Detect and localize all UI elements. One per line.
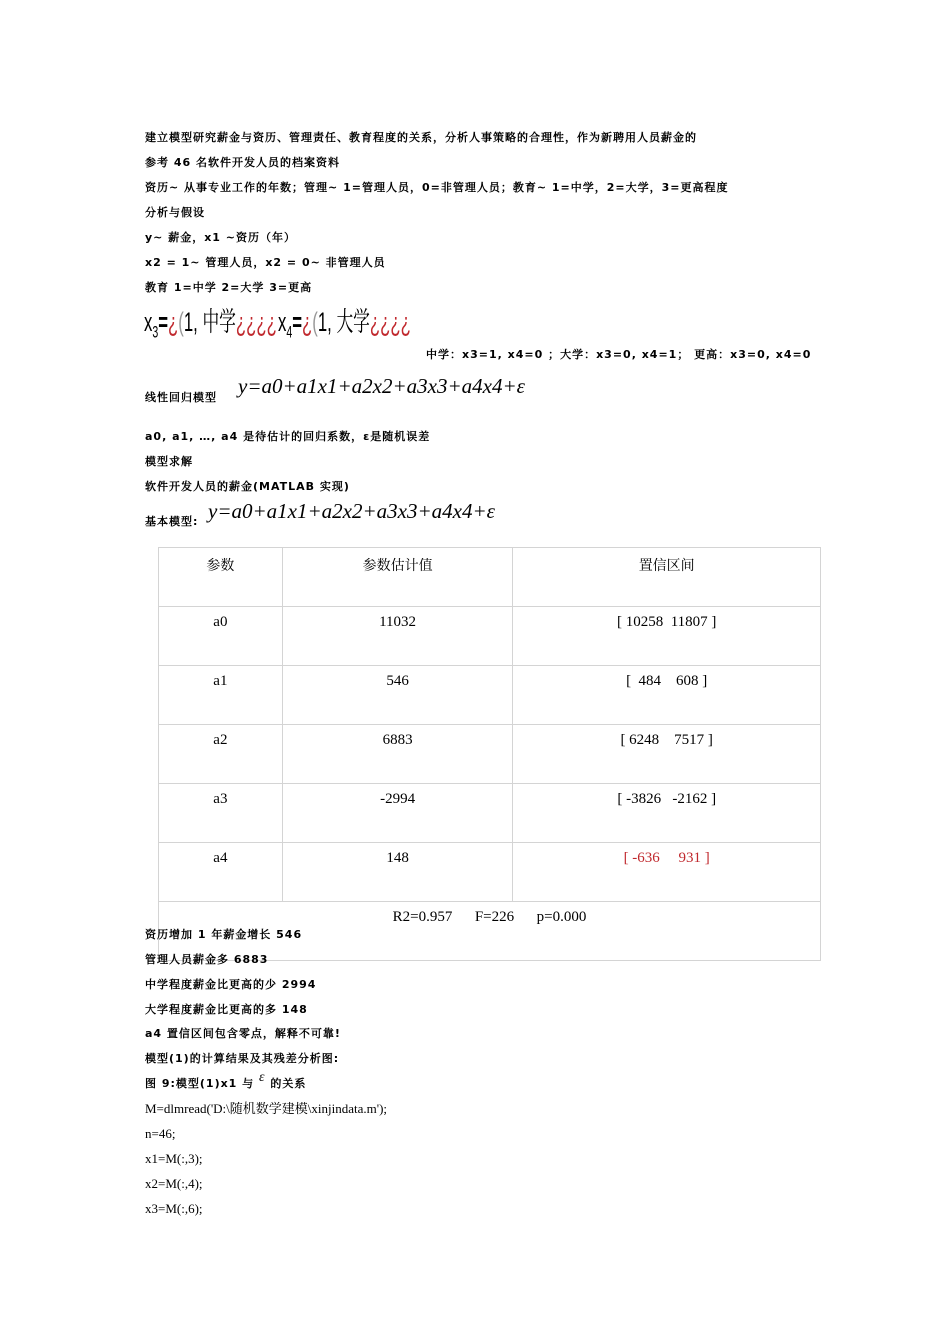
estimate-cell: 11032 xyxy=(282,607,513,666)
table-header-row xyxy=(159,548,821,607)
estimate-cell: -2994 xyxy=(282,784,513,843)
model1-formula-text: y=a0+a1x1+a2x2+a3x3+a4x4+ε xyxy=(238,374,525,398)
x4-tail: ¿¿¿¿ xyxy=(369,307,411,337)
param-cell: a2 xyxy=(159,725,283,784)
x3-mark: ¿ xyxy=(168,307,179,337)
intro-line-4: 分析与假设 xyxy=(145,206,205,219)
model2-label: 基本模型: xyxy=(145,515,199,528)
intro-line-1: 建立模型研究薪金与资历、管理责任、教育程度的关系，分析人事策略的合理性，作为新聘用人员薪金的 xyxy=(145,131,697,144)
intro-line-7: 教育 1=中学 2=大学 3=更高 xyxy=(145,281,313,294)
x4-equals: = xyxy=(292,307,303,337)
param-cell: a0 xyxy=(159,607,283,666)
estimate-cell: 546 xyxy=(282,666,513,725)
model1-label: 线性回归模型 xyxy=(145,391,217,404)
interval-cell: [ 484 608 ] xyxy=(513,666,821,725)
code-line-4: x2=M(:,4); xyxy=(145,1176,203,1191)
table-row xyxy=(159,725,821,784)
model1-formula xyxy=(238,374,525,399)
table-row xyxy=(159,843,821,902)
x4-definition: $x_4=¿(1$, 大学¿¿¿¿ xyxy=(278,307,411,342)
figure-caption-a: 图 9:模型(1)x1 与 xyxy=(145,1077,255,1090)
conclusion-5: a4 置信区间包含零点，解释不可靠! xyxy=(145,1027,341,1040)
x3-equals: = xyxy=(158,307,169,337)
x3-text: 1, 中学 xyxy=(183,307,236,337)
interval-cell: [ -3826 -2162 ] xyxy=(513,784,821,843)
x3-tail: ¿¿¿¿ xyxy=(235,307,277,337)
conclusion-1: 资历增加 1 年薪金增长 546 xyxy=(145,928,303,941)
table-row xyxy=(159,784,821,843)
x3-subscript: 3 xyxy=(152,322,159,342)
x3-symbol: x xyxy=(144,307,153,337)
x4-text: 1, 大学 xyxy=(317,307,370,337)
estimate-cell: 6883 xyxy=(282,725,513,784)
conclusion-6: 模型(1)的计算结果及其残差分析图: xyxy=(145,1052,340,1065)
estimate-cell: 148 xyxy=(282,843,513,902)
param-cell: a1 xyxy=(159,666,283,725)
code-line-5: x3=M(:,6); xyxy=(145,1201,203,1216)
x4-symbol: x xyxy=(278,307,287,337)
interval-cell: [ 6248 7517 ] xyxy=(513,725,821,784)
figure-caption xyxy=(145,1070,307,1093)
intro-line-3: 资历~ 从事专业工作的年数；管理~ 1=管理人员，0=非管理人员；教育~ 1=中学，2=大学，3=更高程度 xyxy=(145,181,729,194)
intro-line-5: y~ 薪金，x1 ~资历（年） xyxy=(145,231,297,244)
dummy-coding: 中学：x3=1, x4=0 ；大学：x3=0, x4=1； 更高：x3=0, x4=0 xyxy=(426,348,812,361)
conclusion-4: 大学程度薪金比更高的多 148 xyxy=(145,1003,308,1016)
model2-formula xyxy=(208,499,495,524)
interval-cell-highlighted: [ -636 931 ] xyxy=(513,843,821,902)
solve-heading: 模型求解 xyxy=(145,455,193,468)
table-row xyxy=(159,607,821,666)
code-line-2: n=46; xyxy=(145,1126,176,1141)
table-row xyxy=(159,666,821,725)
interval-cell: [ 10258 11807 ] xyxy=(513,607,821,666)
conclusion-3: 中学程度薪金比更高的少 2994 xyxy=(145,978,317,991)
x3-definition: $x_3=¿(1$, 中学¿¿¿¿ xyxy=(144,307,277,342)
header-interval: 置信区间 xyxy=(513,548,821,607)
x4-subscript: 4 xyxy=(286,322,293,342)
parameter-table xyxy=(158,547,821,961)
stats-cell: R2=0.957 F=226 p=0.000 xyxy=(159,902,821,961)
conclusion-2: 管理人员薪金多 6883 xyxy=(145,953,269,966)
epsilon-symbol: ε xyxy=(259,1070,266,1085)
intro-line-2: 参考 46 名软件开发人员的档案资料 xyxy=(145,156,340,169)
intro-line-6: x2 = 1~ 管理人员，x2 = 0~ 非管理人员 xyxy=(145,256,386,269)
matlab-heading: 软件开发人员的薪金(MATLAB 实现) xyxy=(145,480,350,493)
x4-mark: ¿ xyxy=(302,307,313,337)
param-cell: a3 xyxy=(159,784,283,843)
header-estimate: 参数估计值 xyxy=(282,548,513,607)
coef-desc: a0, a1, …, a4 是待估计的回归系数，ε是随机误差 xyxy=(145,430,431,443)
header-param: 参数 xyxy=(159,548,283,607)
param-cell: a4 xyxy=(159,843,283,902)
figure-caption-b: 的关系 xyxy=(270,1077,307,1090)
code-line-3: x1=M(:,3); xyxy=(145,1151,203,1166)
code-line-1: M=dlmread('D:\随机数学建模\xinjindata.m'); xyxy=(145,1101,388,1116)
model2-formula-text: y=a0+a1x1+a2x2+a3x3+a4x4+ε xyxy=(208,499,495,523)
